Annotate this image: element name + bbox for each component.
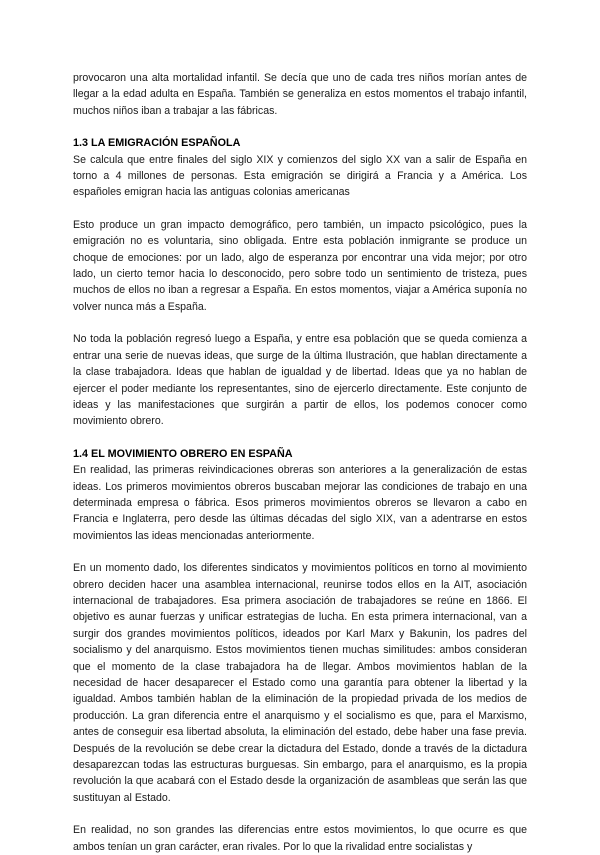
paragraph-obrero-1: En realidad, las primeras reivindicaciones obreras son anteriores a la generalización de estas ideas. Los primeros movimientos obreros buscaban mejorar las condiciones de trabajo en una determinada empresa o fábrica. Esos primeros movimientos obreros se llevaron a cabo en Francia e Inglaterra, pero desde las últimas décadas del siglo XIX, van a adentrarse en estos movimientos las ideas mencionadas anteriormente. bbox=[73, 464, 527, 542]
paragraph-obrero-3: En realidad, no son grandes las diferencias entre estos movimientos, lo que ocurre es que ambos tenían un gran carácter, eran rivales. Por lo que la rivalidad entre socialistas y bbox=[73, 824, 527, 853]
spacer bbox=[73, 806, 527, 822]
paragraph-emigracion-3: No toda la población regresó luego a España, y entre esa población que se queda comienza a entrar una serie de nuevas ideas, que surge de la última Ilustración, que hablan directamente a la clase trabajadora. Ideas que hablan de igualdad y de libertad. Ideas que ya no hablan de ejercer el poder mediante los representantes, sino de ejercerlo directamente. Este conjunto de ideas y las manifestaciones que surgirán a partir de ellos, los podemos conocer como movimiento obrero. bbox=[73, 333, 527, 428]
paragraph-emigracion-1: Se calcula que entre finales del siglo XIX y comienzos del siglo XX van a salir de España en torno a 4 millones de personas. Esta emigración se dirigirá a Francia y a América. Los españoles emigran hacia las antiguas colonias americanas bbox=[73, 153, 527, 199]
spacer bbox=[73, 544, 527, 560]
paragraph-obrero-2: En un momento dado, los diferentes sindicatos y movimientos políticos en torno al movimiento obrero deciden hacer una asamblea internacional, reunirse todos ellos en la AIT, asociación internacional de trabajadores. Esa primera asociación de trabajadores se reúne en 1866. El objetivo es aunar fuerzas y unificar estrategias de lucha. En esta primera internacional, van a surgir dos grandes movimientos políticos, ideados por Karl Marx y Bakunin, los padres del socialismo y del anarquismo. Estos movimientos tienen muchas similitudes: ambos consideran que el momento de la clase trabajadora ha de llegar. Ambos movimientos hablan de la necesidad de hacer desaparecer el Estado como una garantía para obtener la libertad y la igualdad. Ambos también hablan de la eliminación de la propiedad privada de los medios de producción. La gran diferencia entre el anarquismo y el socialismo es que, para el Marxismo, antes de conseguir esa libertad absoluta, la eliminación del estado, debe haber una fase previa. Después de la revolución se debe crear la dictadura del Estado, donde a través de la dictadura desaparezcan todas las estructuras burguesas. Sin embargo, para el anarquismo, es la propia revolución la que acabará con el Estado desde la organización de asambleas que serán las que sustituyan al Estado. bbox=[73, 562, 527, 804]
spacer bbox=[73, 201, 527, 217]
intro-paragraph: provocaron una alta mortalidad infantil. Se decía que uno de cada tres niños morían antes de llegar a la edad adulta en España. También se generaliza en estos momentos el trabajo infantil, muchos niños iban a trabajar a las fábricas. bbox=[73, 72, 527, 117]
section-heading-emigracion: 1.3 LA EMIGRACIÓN ESPAÑOLA bbox=[73, 137, 241, 150]
paragraph-emigracion-2: Esto produce un gran impacto demográfico, pero también, un impacto psicológico, pues la emigración no es voluntaria, sino obligada. Entre esta población inmigrante se produce un choque de emociones: por un lado, algo de esperanza por encontrar una vida mejor; por otro lado, un cierto temor hacia lo desconocido, pero sobre todo un sentimiento de tristeza, pues muchos de ellos no iban a regresar a España. En estos momentos, viajar a América suponía no volver nunca más a España. bbox=[73, 218, 527, 313]
spacer bbox=[73, 430, 527, 446]
spacer bbox=[73, 315, 527, 331]
document-body bbox=[73, 70, 527, 855]
section-heading-movimiento-obrero: 1.4 EL MOVIMIENTO OBRERO EN ESPAÑA bbox=[73, 447, 293, 460]
spacer bbox=[73, 119, 527, 135]
